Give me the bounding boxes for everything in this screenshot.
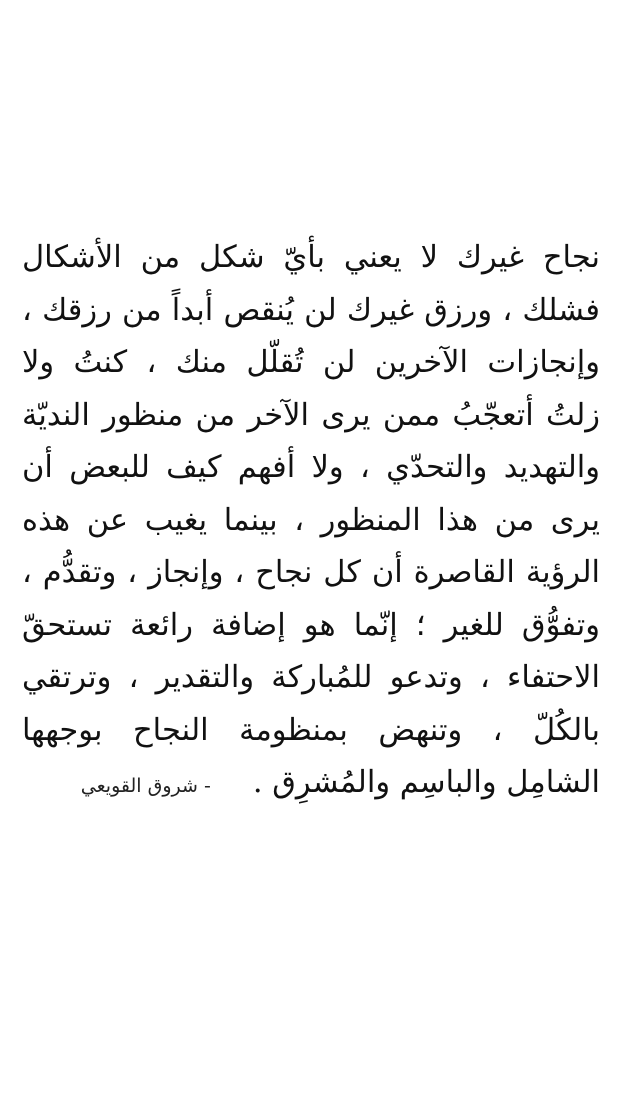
passage-line-3: وإنجازات الآخرين لن تُقلّل منك ، كنتُ ولا: [22, 345, 600, 380]
passage-line-5: والتهديد والتحدّي ، ولا أفهم كيف للبعض أن: [22, 450, 600, 485]
passage-line-8: وتفوُّق للغير ؛ إنّما هو إضافة رائعة تستحقّ: [22, 607, 600, 643]
passage-line-9: الاحتفاء ، وتدعو للمُباركة والتقدير ، وترتقي: [22, 660, 600, 695]
passage-last-line: الشامِل والباسِم والمُشرِق .: [252, 765, 600, 800]
quote-passage: [22, 232, 600, 810]
passage-closing-row: [22, 757, 600, 810]
passage-line-7: الرؤية القاصرة أن كل نجاح ، وإنجاز ، وتقدُّم ،: [22, 555, 600, 590]
passage-line-2: فشلك ، ورزق غيرك لن يُنقص أبداً من رزقك ،: [22, 292, 600, 328]
author-signature: - شروق القويعي: [80, 775, 211, 797]
passage-line-6: يرى من هذا المنظور ، بينما يغيب عن هذه: [22, 502, 600, 538]
passage-line-10: بالكُلّ ، وتنهض بمنظومة النجاح بوجهها: [22, 712, 600, 748]
passage-line-1: نجاح غيرك لا يعني بأيّ شكل من الأشكال: [22, 240, 600, 275]
passage-line-4: زلتُ أتعجّبُ ممن يرى الآخر من منظور النديّة: [22, 397, 600, 433]
